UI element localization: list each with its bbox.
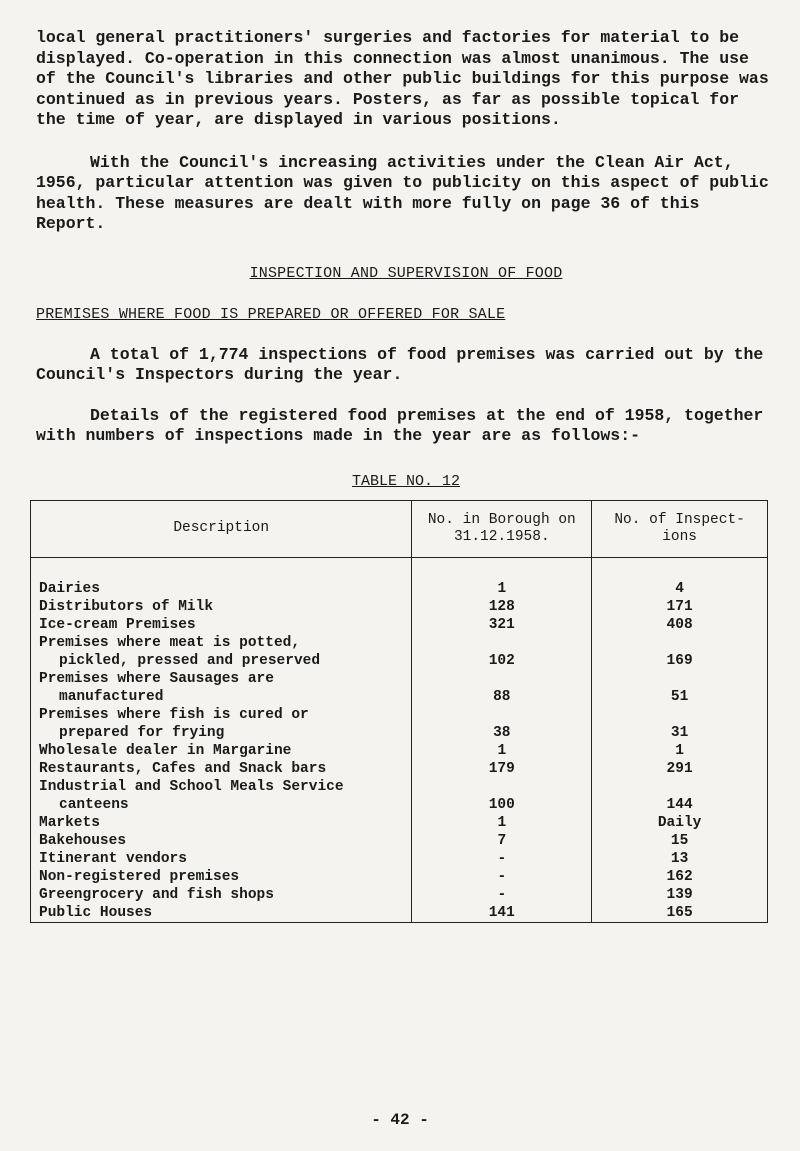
row-description-line1: Itinerant vendors: [39, 850, 187, 867]
table-spacer-row: [31, 557, 768, 580]
table-row: [31, 598, 768, 616]
subsection-heading: PREMISES WHERE FOOD IS PREPARED OR OFFERED FOR SALE: [36, 305, 506, 323]
row-description-line1: Restaurants, Cafes and Snack bars: [39, 760, 327, 777]
row-description-line1: Ice-cream Premises: [39, 616, 196, 633]
row-description: [31, 760, 412, 778]
row-description-line2: pickled, pressed and preserved: [59, 652, 321, 669]
row-description: [31, 886, 412, 904]
row-description: [31, 616, 412, 634]
row-description: [31, 850, 412, 868]
row-borough-count: 7: [412, 832, 592, 850]
row-description-line1: Greengrocery and fish shops: [39, 886, 274, 903]
row-description: [31, 580, 412, 598]
table-row: [31, 832, 768, 850]
row-description: [31, 742, 412, 760]
row-borough-count: 100: [412, 778, 592, 814]
column-header-borough: No. in Borough on 31.12.1958.: [412, 500, 592, 557]
row-inspections-count: 171: [592, 598, 768, 616]
row-description-line1: Distributors of Milk: [39, 598, 214, 615]
row-borough-count: 321: [412, 616, 592, 634]
paragraph-publicity: local general practitioners' surgeries and factories for material to be displayed. Co-operation in this connection was almost unanimous. The use of the Council's libraries and other public buildings for this purpose was continued as in previous years. Posters, as far as possible topical for the time of year, are displayed in various positions.: [36, 28, 769, 129]
row-description: [31, 634, 412, 670]
row-description: [31, 670, 412, 706]
table-row: [31, 868, 768, 886]
row-description-line1: Industrial and School Meals Service: [39, 778, 344, 795]
row-borough-count: -: [412, 886, 592, 904]
table-row: [31, 634, 768, 670]
row-borough-count: 128: [412, 598, 592, 616]
table-header-row: [31, 500, 768, 557]
document-page: [36, 28, 776, 923]
row-borough-count: -: [412, 850, 592, 868]
table-row: [31, 778, 768, 814]
paragraph-clean-air: With the Council's increasing activities under the Clean Air Act, 1956, particular attention was given to publicity on this aspect of public health. These measures are dealt with more fully on page 36 of this Report.: [36, 152, 769, 233]
row-inspections-count: 15: [592, 832, 768, 850]
section-heading: INSPECTION AND SUPERVISION OF FOOD: [249, 264, 563, 282]
food-premises-table: [30, 500, 768, 923]
row-borough-count: 1: [412, 814, 592, 832]
table-row: [31, 742, 768, 760]
table-row: [31, 814, 768, 832]
table-row: [31, 670, 768, 706]
table-row: [31, 580, 768, 598]
row-description-line2: manufactured: [59, 688, 164, 705]
page-number: - 42 -: [371, 1111, 429, 1129]
table-row: [31, 760, 768, 778]
row-inspections-count: 169: [592, 634, 768, 670]
row-inspections-count: 51: [592, 670, 768, 706]
table-row: [31, 886, 768, 904]
row-inspections-count: 13: [592, 850, 768, 868]
row-description-line1: Wholesale dealer in Margarine: [39, 742, 292, 759]
row-inspections-count: 139: [592, 886, 768, 904]
row-borough-count: 141: [412, 904, 592, 923]
row-description-line1: Dairies: [39, 580, 100, 597]
row-inspections-count: 1: [592, 742, 768, 760]
row-description: [31, 706, 412, 742]
row-description-line1: Markets: [39, 814, 100, 831]
row-inspections-count: 408: [592, 616, 768, 634]
row-borough-count: -: [412, 868, 592, 886]
row-borough-count: 1: [412, 580, 592, 598]
row-description-line1: Premises where fish is cured or: [39, 706, 309, 723]
table-row: [31, 904, 768, 923]
row-description-line1: Non-registered premises: [39, 868, 240, 885]
table-row: [31, 706, 768, 742]
row-inspections-count: 144: [592, 778, 768, 814]
row-description: [31, 832, 412, 850]
row-description-line2: prepared for frying: [59, 724, 225, 741]
row-description: [31, 778, 412, 814]
row-description: [31, 598, 412, 616]
row-inspections-count: 162: [592, 868, 768, 886]
row-inspections-count: 291: [592, 760, 768, 778]
table-row: [31, 616, 768, 634]
row-description: [31, 814, 412, 832]
table-body: [31, 557, 768, 922]
column-header-inspections: No. of Inspect- ions: [592, 500, 768, 557]
row-inspections-count: 165: [592, 904, 768, 923]
row-description: [31, 904, 412, 923]
row-borough-count: 38: [412, 706, 592, 742]
row-description-line1: Bakehouses: [39, 832, 127, 849]
row-description-line1: Premises where meat is potted,: [39, 634, 301, 651]
row-description-line1: Premises where Sausages are: [39, 670, 274, 687]
row-borough-count: 1: [412, 742, 592, 760]
paragraph-inspections-total: A total of 1,774 inspections of food premises was carried out by the Council's Inspectors during the year.: [36, 344, 764, 384]
table-title: TABLE NO. 12: [351, 472, 461, 490]
paragraph-details: Details of the registered food premises at the end of 1958, together with numbers of inspections made in the year are as follows:-: [36, 405, 764, 445]
row-borough-count: 102: [412, 634, 592, 670]
row-inspections-count: Daily: [592, 814, 768, 832]
row-description-line2: canteens: [59, 796, 129, 813]
row-borough-count: 179: [412, 760, 592, 778]
row-borough-count: 88: [412, 670, 592, 706]
column-header-description: Description: [31, 500, 412, 557]
row-description-line1: Public Houses: [39, 904, 153, 921]
row-inspections-count: 4: [592, 580, 768, 598]
row-inspections-count: 31: [592, 706, 768, 742]
row-description: [31, 868, 412, 886]
table-row: [31, 850, 768, 868]
